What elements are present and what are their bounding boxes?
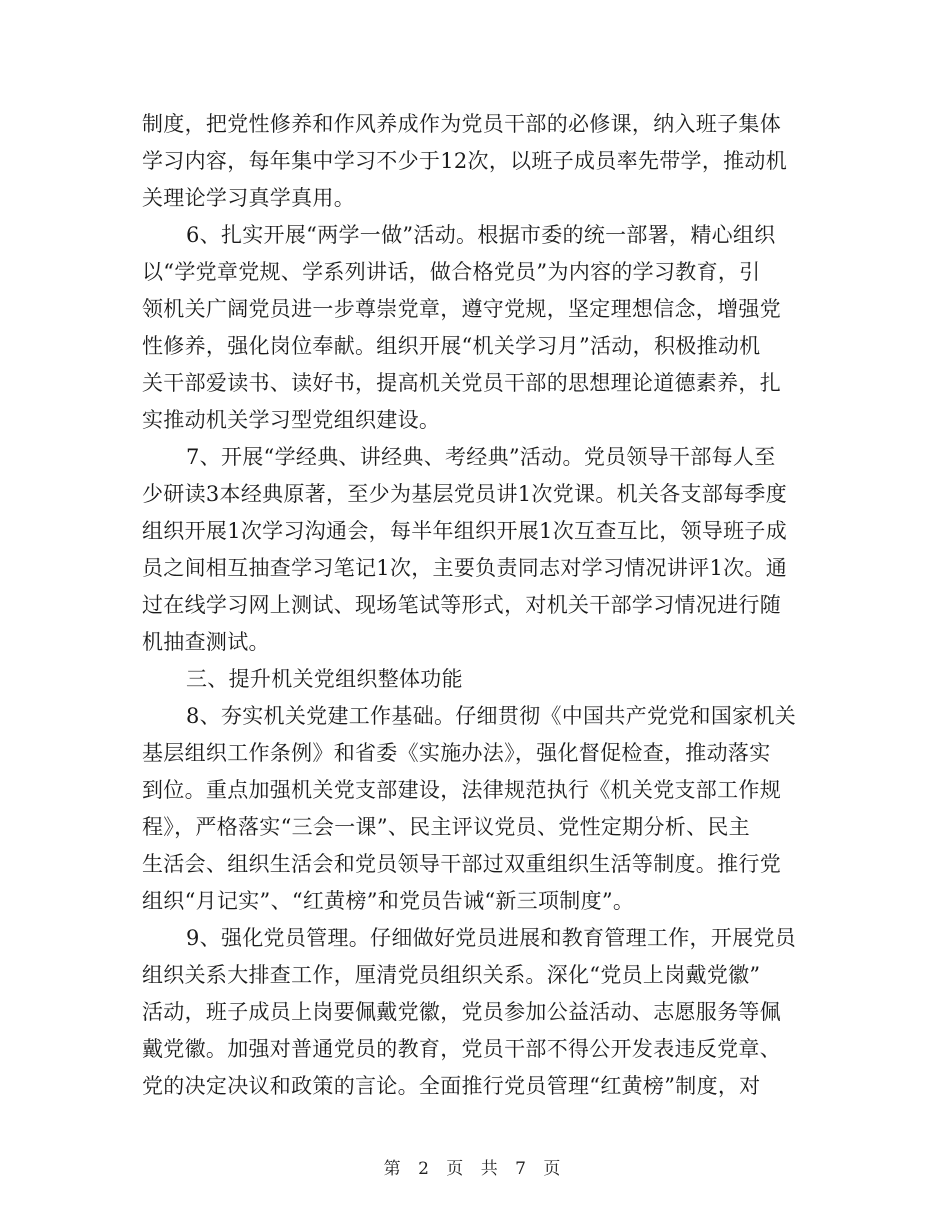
document-body [142,106,818,1105]
paragraph-start-line: 7、开展“学经典、讲经典、考经典”活动。党员领导干部每人至 [186,445,776,469]
text-line: 实推动机关学习型党组织建设。 [142,408,441,432]
text-line: 学习内容，每年集中学习不少于12次，以班子成员率先带学，推动机 [142,149,788,173]
text-line: 生活会、组织生活会和党员领导干部过双重组织生活等制度。推行党 [142,852,781,876]
text-line: 制度，把党性修养和作风养成作为党员干部的必修课，纳入班子集体 [142,112,781,136]
text-line: 基层组织工作条例》和省委《实施办法》，强化督促检查，推动落实 [142,741,771,765]
text-line: 性修养，强化岗位奉献。组织开展“机关学习月”活动，积极推动机 [142,334,761,358]
text-line: 关理论学习真学真用。 [142,186,355,210]
text-line: 组织关系大排查工作，厘清党员组织关系。深化“党员上岗戴党徽” [142,963,761,987]
text-line: 员之间相互抽查学习笔记1次，主要负责同志对学习情况讲评1次。通 [142,556,788,580]
text-line: 组织开展1次学习沟通会，每半年组织开展1次互查互比，领导班子成 [142,519,788,543]
paragraph-start-line: 6、扎实开展“两学一做”活动。根据市委的统一部署，精心组织 [186,223,776,247]
text-line: 党的决定决议和政策的言论。全面推行党员管理“红黄榜”制度，对 [142,1074,761,1098]
text-line: 领机关广阔党员进一步尊崇党章，遵守党规，坚定理想信念，增强党 [142,297,781,321]
text-line: 过在线学习网上测试、现场笔试等形式，对机关干部学习情况进行随 [142,593,781,617]
text-line: 戴党徽。加强对普通党员的教育，党员干部不得公开发表违反党章、 [142,1037,781,1061]
text-line: 关干部爱读书、读好书，提高机关党员干部的思想理论道德素养，扎 [142,371,781,395]
section-heading: 三、提升机关党组织整体功能 [186,667,463,691]
paragraph-start-line: 8、夯实机关党建工作基础。仔细贯彻《中国共产党党和国家机关 [186,704,797,728]
text-line: 少研读3本经典原著，至少为基层党员讲1次党课。机关各支部每季度 [142,482,788,506]
text-line: 组织“月记实”、“红黄榜”和党员告诫“新三项制度”。 [142,889,635,913]
text-line: 机抽查测试。 [142,630,270,654]
text-line: 以“学党章党规、学系列讲话，做合格党员”为内容的学习教育，引 [142,260,761,284]
text-line: 程》，严格落实“三会一课”、民主评议党员、党性定期分析、民主 [142,815,750,839]
text-line: 活动，班子成员上岗要佩戴党徽，党员参加公益活动、志愿服务等佩 [142,1000,781,1024]
text-line: 到位。重点加强机关党支部建设，法律规范执行《机关党支部工作规 [142,778,781,802]
page-number-footer: 第 2 页 共 7 页 [383,1159,567,1179]
paragraph-start-line: 9、强化党员管理。仔细做好党员进展和教育管理工作，开展党员 [186,926,797,950]
